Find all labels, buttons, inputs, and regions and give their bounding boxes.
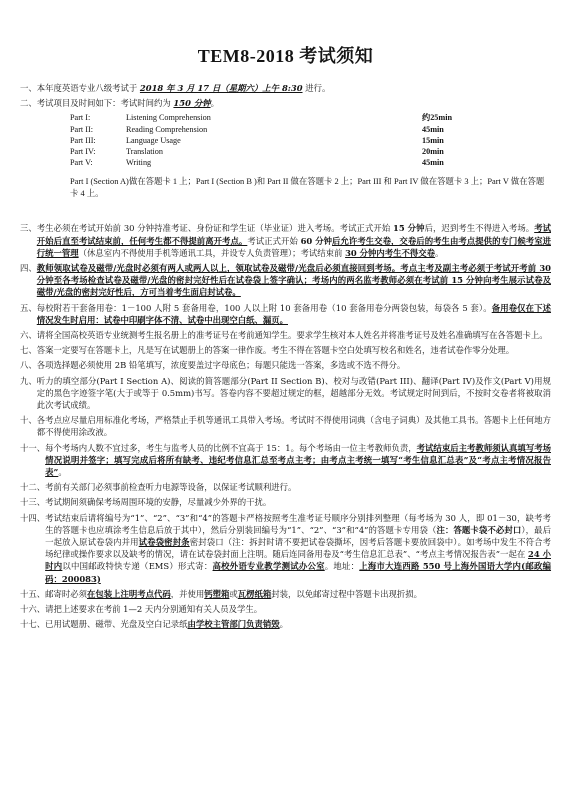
part-row xyxy=(70,157,551,168)
part-name: Listening Comprehension xyxy=(126,113,211,123)
text-segment: 。 xyxy=(58,467,67,477)
notice-item xyxy=(20,414,551,438)
text-segment: 24 小时内 xyxy=(45,549,551,572)
text-segment: ），最后一起放入原试卷袋内并用 xyxy=(45,524,552,548)
text-segment: 瓦楞纸箱 xyxy=(237,588,272,599)
text-segment: 15 分钟 xyxy=(393,223,425,234)
notice-item xyxy=(20,97,551,109)
text-segment: 考试正式开始 xyxy=(247,235,301,246)
text-segment: 封装，以免邮寄过程中答题卡出现折损。 xyxy=(271,588,422,599)
part-label: Part V: xyxy=(70,158,93,168)
text-segment: 。 xyxy=(435,247,444,258)
item-number: 十四、 xyxy=(20,512,46,523)
item-text xyxy=(45,442,551,479)
part-label: Part II: xyxy=(70,124,93,134)
notice-item xyxy=(20,222,551,259)
text-segment: 考前有关部门必须事前检查听力电源等设备，以保证考试顺利进行。 xyxy=(45,482,297,493)
text-segment: 高校外语专业教学测试办公室 xyxy=(212,561,325,572)
text-segment: 。 xyxy=(279,619,288,630)
parts-table xyxy=(70,112,551,168)
part-name: Reading Comprehension xyxy=(126,124,208,134)
part-label: Part IV: xyxy=(70,146,96,156)
notice-item xyxy=(20,375,551,412)
notice-item xyxy=(20,512,551,585)
text-segment: 听力的填空部分(Part I Section A)、阅读的简答题部分(Part II Section B)、校对与改错(Part III)、翻译(Part IV)及作文(Part V)用规定的黑色字迹签字笔(大于或等于 0.5mm)书写。答卷内容不要超过规定的框，超越部分无效。考试规定时间到后，不按时交卷者将被取消此次考试成绩。 xyxy=(36,375,551,410)
notice-item xyxy=(20,262,551,299)
text-segment: 本年度英语专业八级考试于 xyxy=(36,83,140,93)
text-segment: 考生必须在考试开始前 30 分钟持准考证、身份证和学生证（毕业证）进入考场。考试正式开始 xyxy=(36,223,394,234)
text-segment: 钙塑箱 xyxy=(204,588,230,599)
text-segment: 每个考场内人数不宜过多，考生与监考人员的比例不宜高于 15：1。每个考场由一位主考教师负责， xyxy=(45,442,417,453)
item-number: 十三、 xyxy=(20,497,46,508)
item-text xyxy=(37,222,551,259)
text-segment: 在包装上注明考点代码 xyxy=(87,588,171,599)
part-row xyxy=(70,146,551,157)
notice-item xyxy=(20,302,551,326)
text-segment: （休息室内不得使用手机等通讯工具，并设专人负责管理）；考试结束前 xyxy=(78,247,346,258)
notice-item xyxy=(20,618,551,630)
text-segment: 后，迟到考生不得进入考场。 xyxy=(424,223,535,234)
notice-item xyxy=(20,82,551,94)
text-segment: 各项选择题必须使用 2B 铅笔填写，浓度要盖过字母底色；每题只能选一答案，多选或不选不得分。 xyxy=(36,360,406,371)
text-segment: 试卷袋密封条 xyxy=(138,537,190,548)
text-segment: 后允许考生交卷，交卷后的考生由考点提供的专门候考室进行统一管理 xyxy=(36,235,551,258)
item-number: 一、 xyxy=(20,83,37,93)
notice-list-top xyxy=(20,82,551,109)
text-segment: 邮寄时必须 xyxy=(45,588,87,599)
part-label: Part III: xyxy=(70,135,96,145)
text-segment: 或 xyxy=(229,588,238,599)
item-number: 七、 xyxy=(20,345,37,356)
item-text xyxy=(37,414,551,438)
text-segment: 注：答题卡袋不必封口 xyxy=(436,524,522,535)
text-segment: 30 分钟内考生不得交卷 xyxy=(345,247,436,258)
part-name: Translation xyxy=(126,146,163,156)
text-segment: 。 xyxy=(210,98,219,109)
item-text xyxy=(37,262,551,299)
item-number: 十六、 xyxy=(20,604,46,615)
notice-item xyxy=(20,603,551,615)
item-number: 十一、 xyxy=(20,442,46,453)
item-text xyxy=(37,97,551,109)
item-text xyxy=(45,618,551,630)
part-time: 约25min xyxy=(422,113,453,123)
item-number: 五、 xyxy=(20,302,37,313)
notice-item xyxy=(20,588,551,600)
text-segment: 上海市大连西路 550 号上海外国语大学内(邮政编码：200083) xyxy=(45,561,552,584)
item-number: 十二、 xyxy=(20,482,46,493)
text-segment: 每校附若干套备用卷：1－100 人附 5 套备用卷，100 人以上附 10 套备用卷（10 套备用卷分两袋包装，每袋各 5 套）。 xyxy=(36,302,492,313)
item-text xyxy=(45,481,551,493)
item-text xyxy=(37,375,551,412)
part-time: 45min xyxy=(422,158,444,168)
item-text xyxy=(45,496,551,508)
text-segment: 各考点应尽量启用标准化考场，严格禁止手机等通讯工具带入考场。考试时不得使用词典（含电子词典）及其他工具书。答题卡上任何地方都不得使用涂改液。 xyxy=(36,415,551,438)
text-segment: 请把上述要求在考前 1—2 天内分别通知有关人员及学生。 xyxy=(45,604,263,615)
item-number: 十五、 xyxy=(20,588,46,599)
part-time: 45min xyxy=(422,124,444,134)
notice-item xyxy=(20,359,551,371)
text-segment: 2018 年 3 月 17 日（星期六）上午 8:30 xyxy=(139,83,303,93)
part-row xyxy=(70,124,551,135)
text-segment: 考试结束后请将编号为“1”、“2”、“3”和“4”的答题卡严格按照考生准考证号顺序分别排列整理（每考场为 30 人，即 01－30，缺考考生的答题卡也应填涂考生信息后放于其中），然后分别装回编号为“1”、“2”、“3”和“4”的答题卡专用袋（ xyxy=(45,512,551,535)
notice-item xyxy=(20,496,551,508)
text-segment: 教师领取试卷及磁带/光盘时必须有两人或两人以上，领取试卷及磁带/光盘后必须直接回到考场。考点主考及副主考必须于考试开考前 30 分钟至各考场检查试卷及磁带/光盘的密封完好性后在试卷袋上签字确认；考场内的两名监考教师必须在考试前 15 分钟向考生展示试卷及磁带/光盘的密封完好性后，方可当着考生面启封试卷。 xyxy=(36,262,551,298)
item-number: 九、 xyxy=(20,375,37,386)
item-text xyxy=(37,82,551,94)
item-number: 四、 xyxy=(20,262,37,273)
part-time: 15min xyxy=(422,135,444,145)
item-number: 十七、 xyxy=(20,619,46,630)
item-number: 二、 xyxy=(20,98,37,109)
part-time: 20min xyxy=(422,146,444,156)
text-segment: 由学校主管部门负责销毁 xyxy=(187,619,280,630)
part-name: Writing xyxy=(126,158,152,168)
answer-sheet-note: Part I (Section A)做在答题卡 1 上；Part I (Section B )和 Part II 做在答题卡 2 上；Part III 和 Part IV 做在答题卡 3 上；Part V 做在答题卡 4 上。 xyxy=(70,177,545,199)
page-title: TEM8-2018 考试须知 xyxy=(197,46,374,66)
text-segment: 考试期间须确保考场周围环境的安静，尽量减少外界的干扰。 xyxy=(45,497,272,508)
part-row xyxy=(70,135,551,146)
notice-item xyxy=(20,344,551,356)
text-segment: 60 分钟 xyxy=(300,235,333,246)
text-segment: 备用卷仅在下述情况发生时启用：试卷中印刷字体不清、试卷中出现空白纸、漏页。 xyxy=(36,302,552,325)
item-number: 六、 xyxy=(20,329,37,340)
item-text xyxy=(45,588,551,600)
text-segment: ，并使用 xyxy=(170,588,205,599)
text-segment: 已用试题册、磁带、光盘及空白记录纸 xyxy=(45,619,188,630)
text-segment: 。地址： xyxy=(324,561,360,572)
text-segment: 考试项目及时间如下：考试时间约为 xyxy=(36,98,174,109)
text-segment: 请将全国高校英语专业统测考生报名册上的准考证号在考前通知学生。要求学生核对本人姓名并将准考证号及姓名准确填写在各答题卡上。 xyxy=(36,329,548,340)
notice-item xyxy=(20,481,551,493)
item-number: 十、 xyxy=(20,415,37,426)
text-segment: 密封袋口（注：拆封时请不要把试卷袋撕坏，因考后答题卡要放回袋中）。如考场中发生不符合考场纪律或操作要求以及缺考的情况，请在试卷袋封面上注明。随后连同备用卷及“考生信息汇总表”、“考点主考情况报告表”一起在 xyxy=(45,537,552,560)
item-number: 三、 xyxy=(20,223,37,234)
notice-list xyxy=(20,222,551,630)
text-segment: 考试结束后主考教师须认真填写考场情况说明并签字；填写完成后将所有缺考、违纪考信息汇总至考点主考；由考点主考统一填写“考生信息汇总表”及“考点主考情况报告表” xyxy=(45,442,551,477)
text-segment: 考试开始后直至考试结束前，任何考生都不得提前离开考点。 xyxy=(36,223,552,246)
text-segment: 答案一定要写在答题卡上，凡是写在试题册上的答案一律作废。考生不得在答题卡空白处填写校名和姓名，违者试卷作零分处理。 xyxy=(36,345,515,356)
part-row xyxy=(70,112,551,123)
item-text xyxy=(37,329,551,341)
part-label: Part I: xyxy=(70,113,91,123)
text-segment: 150 分钟 xyxy=(173,98,211,109)
item-text xyxy=(37,359,551,371)
item-text xyxy=(37,302,551,326)
item-number: 八、 xyxy=(20,360,37,371)
notice-item xyxy=(20,329,551,341)
text-segment: 进行。 xyxy=(302,83,331,93)
text-segment: 以中国邮政特快专递（EMS）形式寄： xyxy=(62,561,213,572)
notice-item xyxy=(20,442,551,479)
part-name: Language Usage xyxy=(126,135,181,145)
item-text xyxy=(37,344,551,356)
item-text xyxy=(45,603,551,615)
item-text xyxy=(45,512,551,585)
